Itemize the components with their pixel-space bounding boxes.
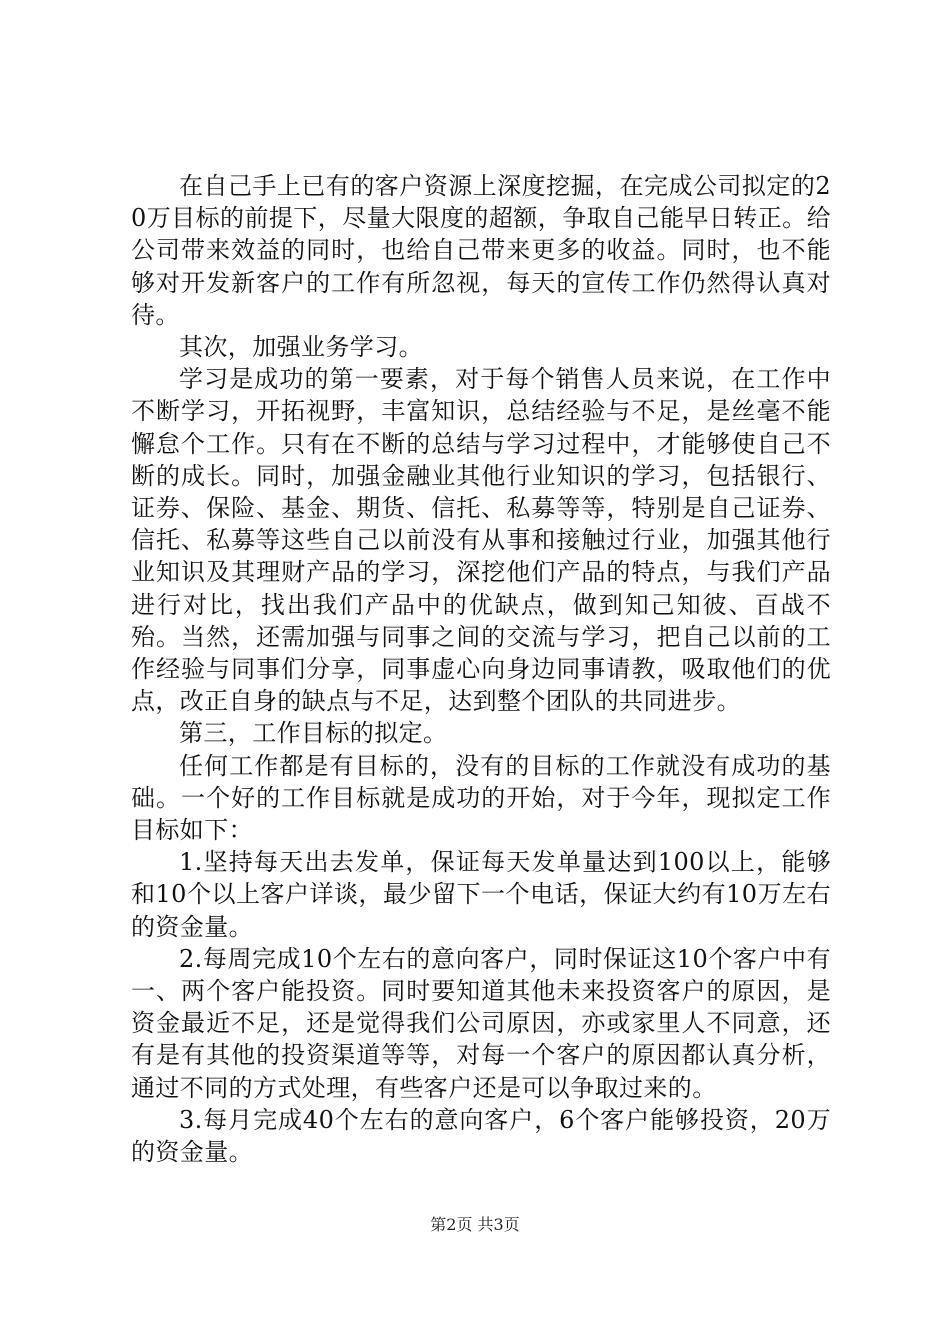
document-body [131, 170, 831, 1168]
page-number-footer: 第2页 共3页 [430, 1215, 520, 1234]
goal-item-2: 2.每周完成10个左右的意向客户，同时保证这10个客户中有一、两个客户能投资。同时要知道其他未来投资客户的原因，是资金最近不足，还是觉得我们公司原因，亦或家里人不同意，还有是有其他的投资渠道等等，对每一个客户的原因都认真分析，通过不同的方式处理，有些客户还是可以争取过来的。 [131, 944, 831, 1102]
paragraph-goals-intro: 任何工作都是有目标的，没有的目标的工作就没有成功的基础。一个好的工作目标就是成功的开始，对于今年，现拟定工作目标如下： [131, 751, 831, 845]
paragraph-existing-clients: 在自己手上已有的客户资源上深度挖掘，在完成公司拟定的20万目标的前提下，尽量大限度的超额，争取自己能早日转正。给公司带来效益的同时，也给自己带来更多的收益。同时，也不能够对开发新客户的工作有所忽视，每天的宣传工作仍然得认真对待。 [131, 172, 831, 329]
heading-second-business-learning: 其次，加强业务学习。 [179, 333, 423, 362]
goal-item-3: 3.每月完成40个左右的意向客户，6个客户能够投资，20万的资金量。 [131, 1105, 831, 1167]
paragraph-learning: 学习是成功的第一要素，对于每个销售人员来说，在工作中不断学习，开拓视野，丰富知识，总结经验与不足，是丝毫不能懈怠个工作。只有在不断的总结与学习过程中，才能够使自己不断的成长。同时，加强金融业其他行业知识的学习，包括银行、证券、保险、基金、期货、信托、私募等等，特别是自己证券、信托、私募等这些自己以前没有从事和接触过行业，加强其他行业知识及其理财产品的学习，深挖他们产品的特点，与我们产品进行对比，找出我们产品中的优缺点，做到知己知彼、百战不殆。当然，还需加强与同事之间的交流与学习，把自己以前的工作经验与同事们分享，同事虚心向身边同事请教，吸取他们的优点，改正自身的缺点与不足，达到整个团队的共同进步。 [131, 365, 831, 716]
heading-third-work-goals: 第三，工作目标的拟定。 [179, 719, 448, 748]
goal-item-1: 1.坚持每天出去发单，保证每天发单量达到100以上，能够和10个以上客户详谈，最少留下一个电话，保证大约有10万左右的资金量。 [131, 848, 831, 941]
